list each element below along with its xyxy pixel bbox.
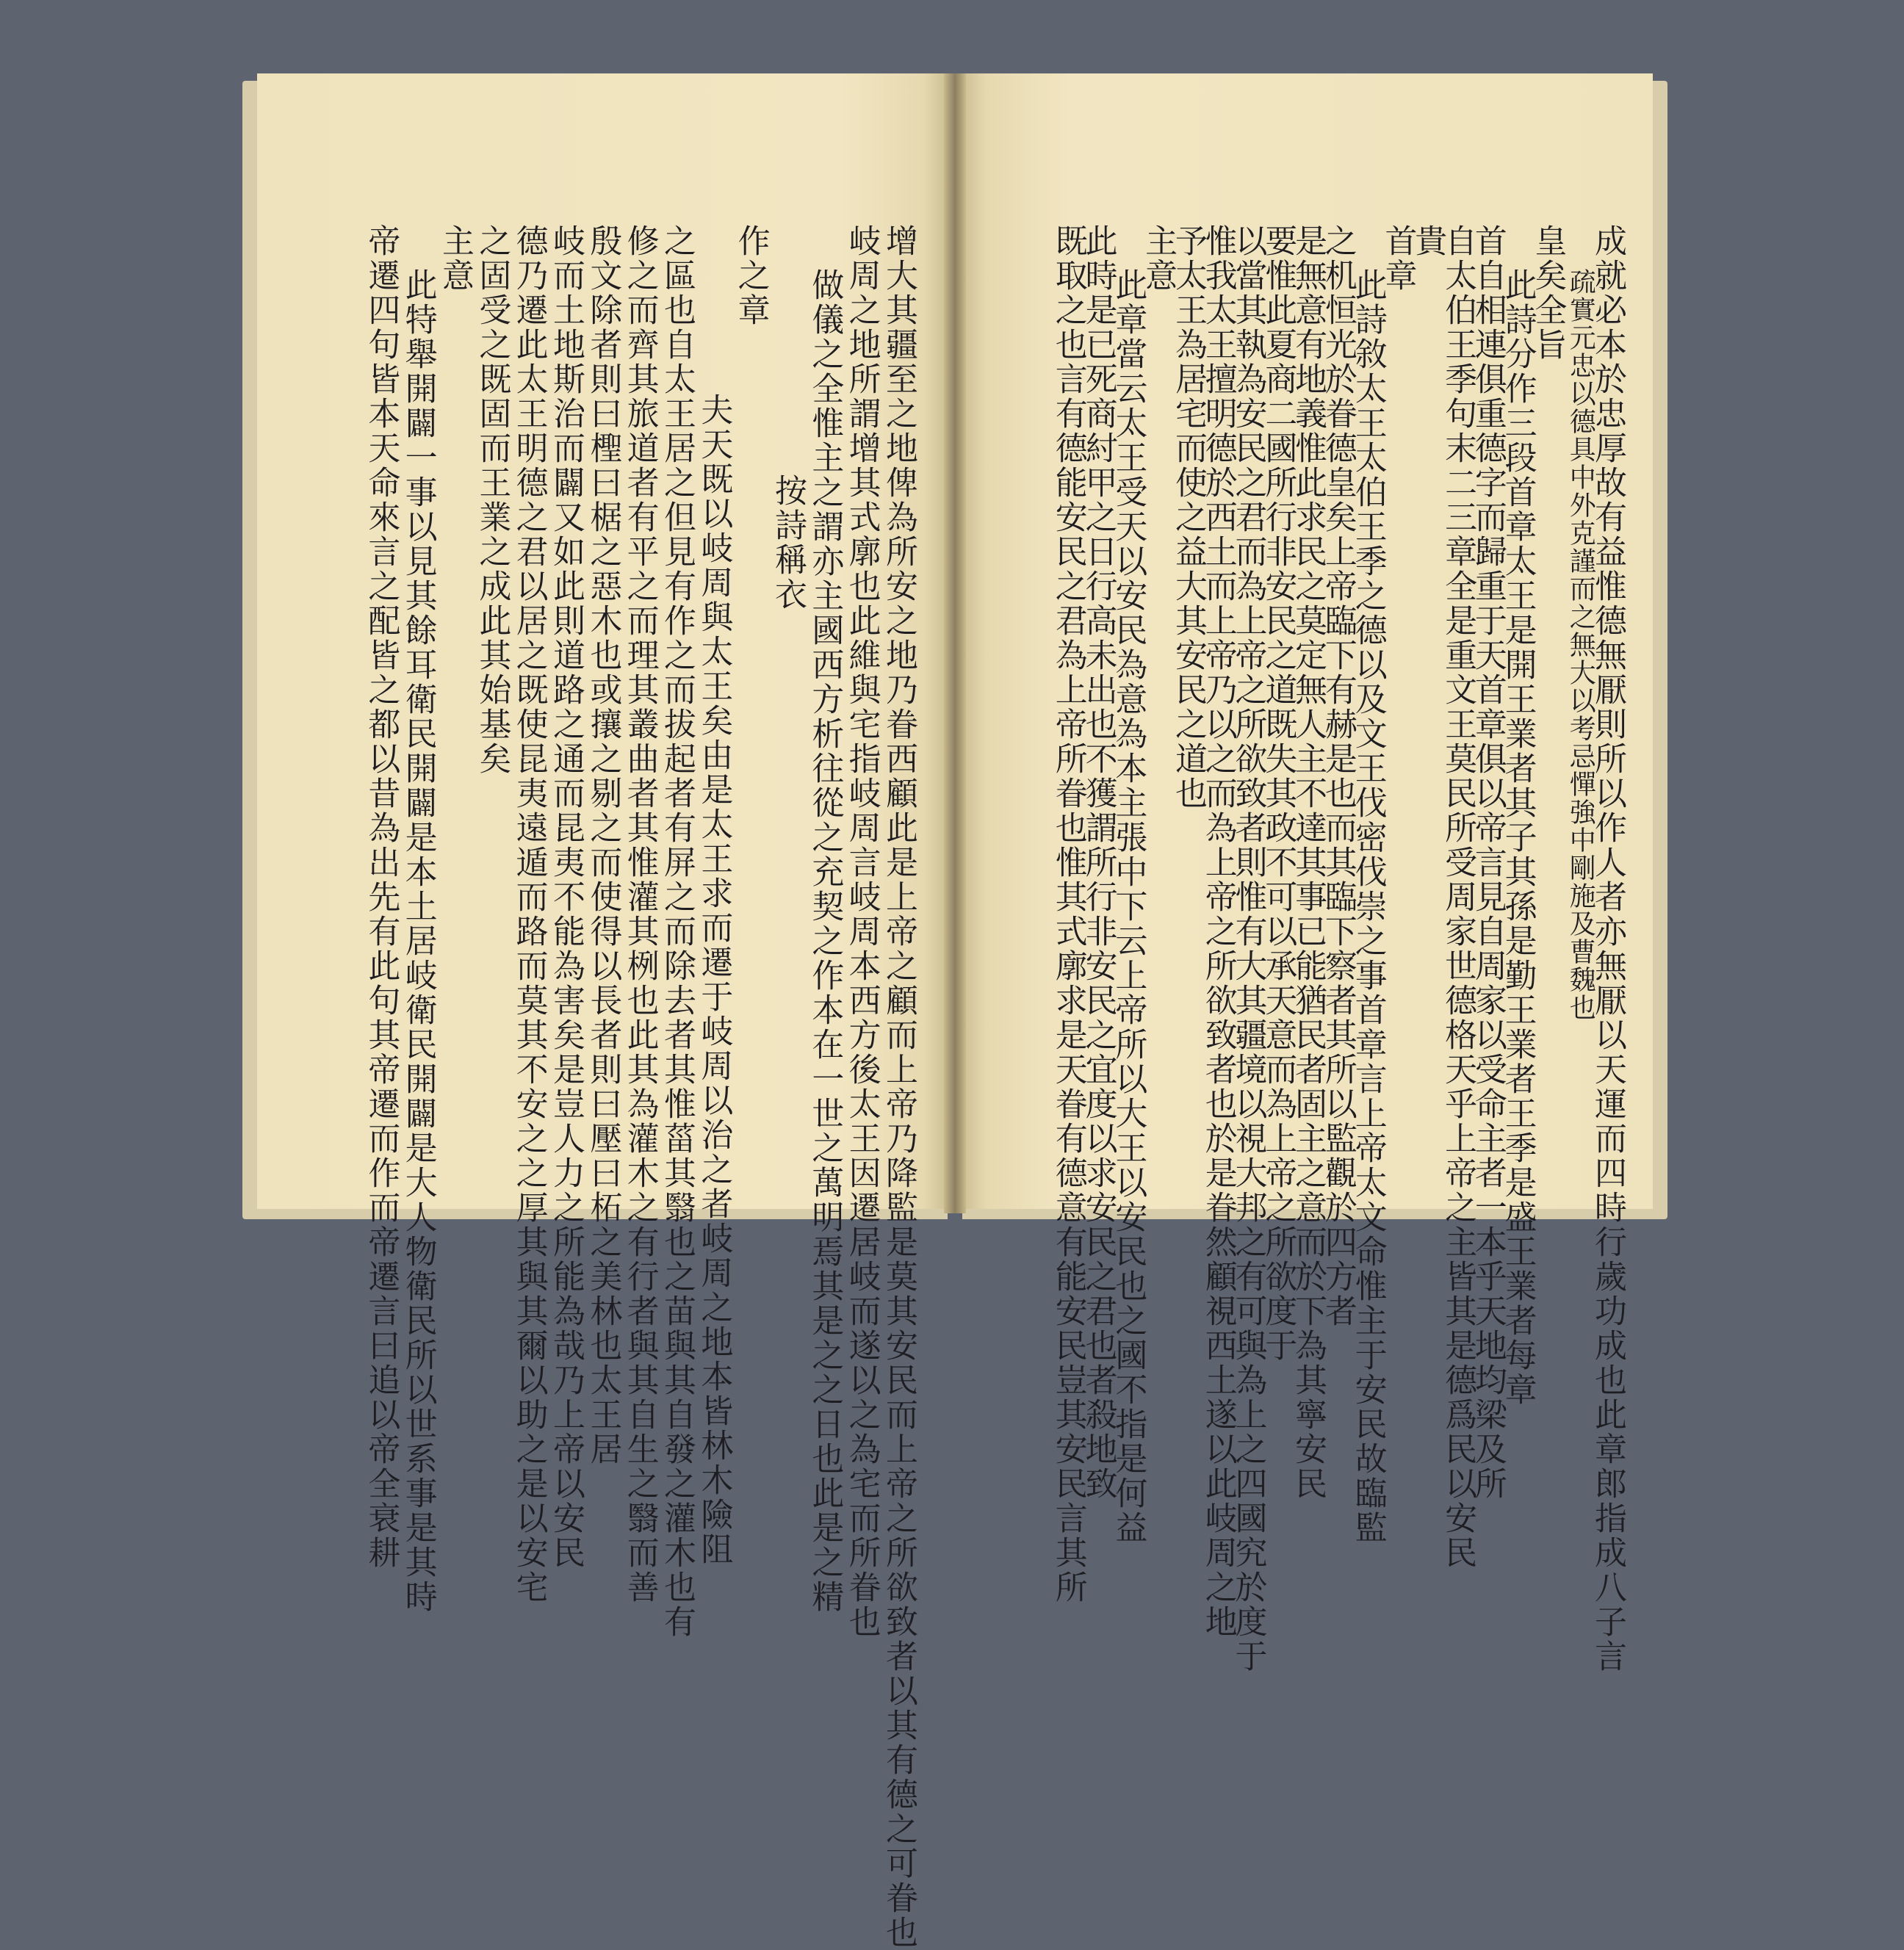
text-column: 此時是已死商紂甲之日行高未出也不獲謂所行非安民之宜度以求安民之君也者殺地致 bbox=[1079, 224, 1117, 1501]
left-page bbox=[257, 73, 944, 1950]
text-column: 岐而土地斯治而闢又如此則道路之通而昆夷不能為害矣是豈人力之所能為哉乃上帝以安民 bbox=[547, 224, 585, 1570]
text-column: 是無意有地義惟此求民之莫定無人主不達其事已能猶民者固主之意而於下為其寧安民 bbox=[1289, 224, 1327, 1501]
book-spread bbox=[242, 73, 1667, 1950]
text-column: 岐周之地所謂增其式廓也此維與宅指岐周言岐周本西方後太王因遷居岐而遂以之為宅而所眷也 bbox=[843, 224, 881, 1639]
text-column: 以當其執為安民之君而為上帝之所欲致者則惟有大其疆境以視大邦之有可與為上之四國究於度于 bbox=[1229, 224, 1267, 1674]
text-column: 貴 bbox=[1409, 224, 1447, 259]
text-column: 要惟此夏商二國所行非安民之道既失其政不可以承天意而為上帝之所欲度于 bbox=[1259, 224, 1297, 1363]
text-column: 既取之也言有德能安民之君為上帝所眷也惟其式廓求是天眷有德意有能安民豈其安民言其所 bbox=[1049, 224, 1087, 1605]
text-column: 之區也自太王居之但見有作之而拔起者有屏之而除去者其惟菑其翳也之苗與其自發之灌木也有 bbox=[658, 224, 696, 1639]
text-column: 此詩敘太王太伯王季之德以及文王伐密伐崇之事首章言上帝太文命惟主于安民故臨監 bbox=[1349, 268, 1387, 1545]
text-column: 首自相連俱重德字而歸重于天首章俱以帝言見自周家以受命主者一本乎天地均梁及所 bbox=[1468, 224, 1507, 1501]
right-page-text bbox=[995, 224, 1626, 1674]
text-column: 此詩分作三段首章太王是開王業者其子其孫是勤王業者王季是盛王業者每章 bbox=[1499, 268, 1537, 1407]
text-column: 夫天既以岐周與太王矣由是太王求而遷于岐周以治之者岐周之地本皆林木險阻 bbox=[695, 393, 733, 1567]
text-column: 修之而齊其旅道者有平之而理其叢曲者其惟灌其栵也此其為灌木之有行者與其自生之翳而善 bbox=[621, 224, 659, 1605]
text-column: 予太王為居宅而使之益大其安民之道也 bbox=[1169, 224, 1207, 811]
text-column: 之机恒光於眷德皇矣上帝臨下有赫是也而其臨下察者其所以監觀於四方者 bbox=[1319, 224, 1357, 1329]
right-page bbox=[966, 73, 1653, 1674]
text-column: 成就必本於忠厚故有益惟德無厭則所以作人者亦無厭以天運而四時行歲功成也此章郎指成八子言 bbox=[1589, 224, 1626, 1674]
text-column: 疏實元忠以德具中外克謹而之無大以考忌憚強中剛施及曹魏也 bbox=[1565, 268, 1596, 1022]
text-column: 德乃遷此太王明德之君以居之既使昆夷遠遁而路而莫其不安之之厚其與其爾以助之是以安宅 bbox=[510, 224, 548, 1605]
text-column: 此章當云太王受天以安民為意為本主張中下云上帝所以大王以安民也之國不指是何益 bbox=[1109, 268, 1147, 1545]
book-gutter bbox=[944, 73, 966, 1213]
text-column: 帝遷四句皆本天命來言之配皆之都以昔為出先有此句其帝遷而作而帝遷言曰追以帝全衰耕 bbox=[362, 224, 400, 1570]
text-column: 做儀之全惟主之謂亦主國西方析往從之充契之作本在一世之萬明焉其是之之日也此是之精 bbox=[806, 268, 844, 1614]
text-column: 之固受之既固而王業之成此其始基矣 bbox=[473, 224, 511, 776]
text-column: 惟我太王擅明德於西土而上帝乃以之而為上帝之所欲致者也於是眷然顧視西土遂以此岐周之地 bbox=[1199, 224, 1237, 1639]
text-column: 增大其疆至之地俾為所安之地乃眷西顧此是上帝之顧而上帝乃降監是莫其安民而上帝之所欲致者以其有德之可眷也 bbox=[880, 224, 917, 1950]
text-column: 首章 bbox=[1379, 224, 1417, 293]
text-column: 主意 bbox=[1139, 224, 1178, 293]
text-column: 主意 bbox=[436, 224, 474, 293]
text-column: 殷文除者則曰檉曰椐之惡木也或攘之剔之而使得以長者則曰壓曰柘之美林也太王居 bbox=[584, 224, 622, 1467]
text-column: 皇矣全旨 bbox=[1529, 224, 1567, 362]
text-column: 按詩稱衣 bbox=[769, 474, 807, 612]
text-column: 自太伯王季句末二三章全是重文王莫民所受周家世德格天乎上帝之主皆其是德爲民以安民 bbox=[1439, 224, 1477, 1570]
text-column: 作之章 bbox=[732, 224, 770, 328]
text-column: 此特舉開闢一事以見其餘耳衛民開闢是本土居岐衛民開闢是大人物衛民所以世系事是其時 bbox=[399, 268, 437, 1614]
left-page-text bbox=[301, 224, 917, 1950]
